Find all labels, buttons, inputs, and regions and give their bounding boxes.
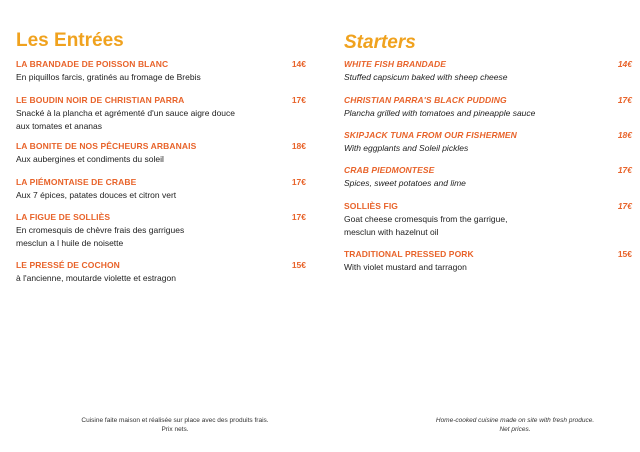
item-name: SOLLIÈS FIG	[344, 201, 398, 211]
item-name: SKIPJACK TUNA FROM OUR FISHERMEN	[344, 130, 517, 140]
french-menu-title: Les Entrées	[16, 30, 124, 51]
item-description: Aux aubergines et condiments du soleil	[16, 154, 164, 164]
menu-item	[16, 95, 306, 133]
item-description: Snacké à la plancha et agrémenté d'un sauce aigre douce	[16, 108, 235, 118]
item-price: 17€	[617, 201, 632, 211]
item-name: LE BOUDIN NOIR DE CHRISTIAN PARRA	[16, 95, 185, 105]
footer-line: Net prices.	[499, 426, 531, 433]
item-description: Stuffed capsicum baked with sheep cheese	[344, 72, 508, 82]
footer-line: Prix nets.	[161, 426, 189, 433]
item-name: LA FIGUE DE SOLLIÈS	[16, 212, 111, 222]
item-description: mesclun with hazelnut oil	[344, 227, 439, 237]
item-price: 14€	[291, 59, 306, 69]
item-description: à l'ancienne, moutarde violette et estragon	[16, 273, 176, 283]
item-description: mesclun a l huile de noisette	[16, 238, 124, 248]
item-price: 17€	[617, 165, 632, 175]
menu-item	[344, 59, 632, 84]
item-name: LA BONITE DE NOS PÊCHEURS ARBANAIS	[16, 141, 197, 151]
menu-item	[344, 95, 632, 120]
item-name: CRAB PIEDMONTESE	[344, 165, 435, 175]
item-description: With violet mustard and tarragon	[344, 262, 467, 272]
item-price: 17€	[617, 95, 632, 105]
item-price: 15€	[291, 260, 306, 270]
item-description: Plancha grilled with tomatoes and pineapple sauce	[344, 108, 536, 118]
item-name: WHITE FISH BRANDADE	[344, 59, 447, 69]
item-description: Spices, sweet potatoes and lime	[344, 178, 466, 188]
french-footer-note	[40, 416, 310, 434]
item-description: With eggplants and Soleil pickles	[344, 143, 469, 153]
item-description: Goat cheese cromesquis from the garrigue,	[344, 214, 508, 224]
menu-item	[344, 130, 632, 155]
item-name: TRADITIONAL PRESSED PORK	[344, 249, 474, 259]
item-description: Aux 7 épices, patates douces et citron vert	[16, 190, 177, 200]
item-price: 18€	[617, 130, 632, 140]
menu-item	[344, 249, 632, 274]
menu-item	[344, 201, 632, 239]
item-description: En piquillos farcis, gratinés au fromage de Brebis	[16, 72, 201, 82]
item-price: 17€	[291, 95, 306, 105]
menu-item	[344, 165, 632, 190]
item-description: En cromesquis de chèvre frais des garrigues	[16, 225, 185, 235]
footer-line: Cuisine faite maison et réalisée sur place avec des produits frais.	[81, 417, 269, 424]
menu-item	[16, 141, 306, 166]
menu-item	[16, 260, 306, 285]
item-name: CHRISTIAN PARRA'S BLACK PUDDING	[344, 95, 507, 105]
menu-item	[16, 212, 306, 250]
menu-item	[16, 59, 306, 84]
item-name: LE PRESSÉ DE COCHON	[16, 260, 120, 270]
item-name: LA PIÉMONTAISE DE CRABE	[16, 177, 137, 187]
footer-line: Home-cooked cuisine made on site with fresh produce.	[435, 417, 595, 424]
item-price: 17€	[291, 177, 306, 187]
item-price: 17€	[291, 212, 306, 222]
item-price: 14€	[617, 59, 632, 69]
item-description: aux tomates et ananas	[16, 121, 103, 131]
english-menu-title: Starters	[344, 32, 416, 53]
english-footer-note	[380, 416, 640, 434]
item-name: LA BRANDADE DE POISSON BLANC	[16, 59, 169, 69]
item-price: 18€	[291, 141, 306, 151]
menu-item	[16, 177, 306, 202]
item-price: 15€	[617, 249, 632, 259]
